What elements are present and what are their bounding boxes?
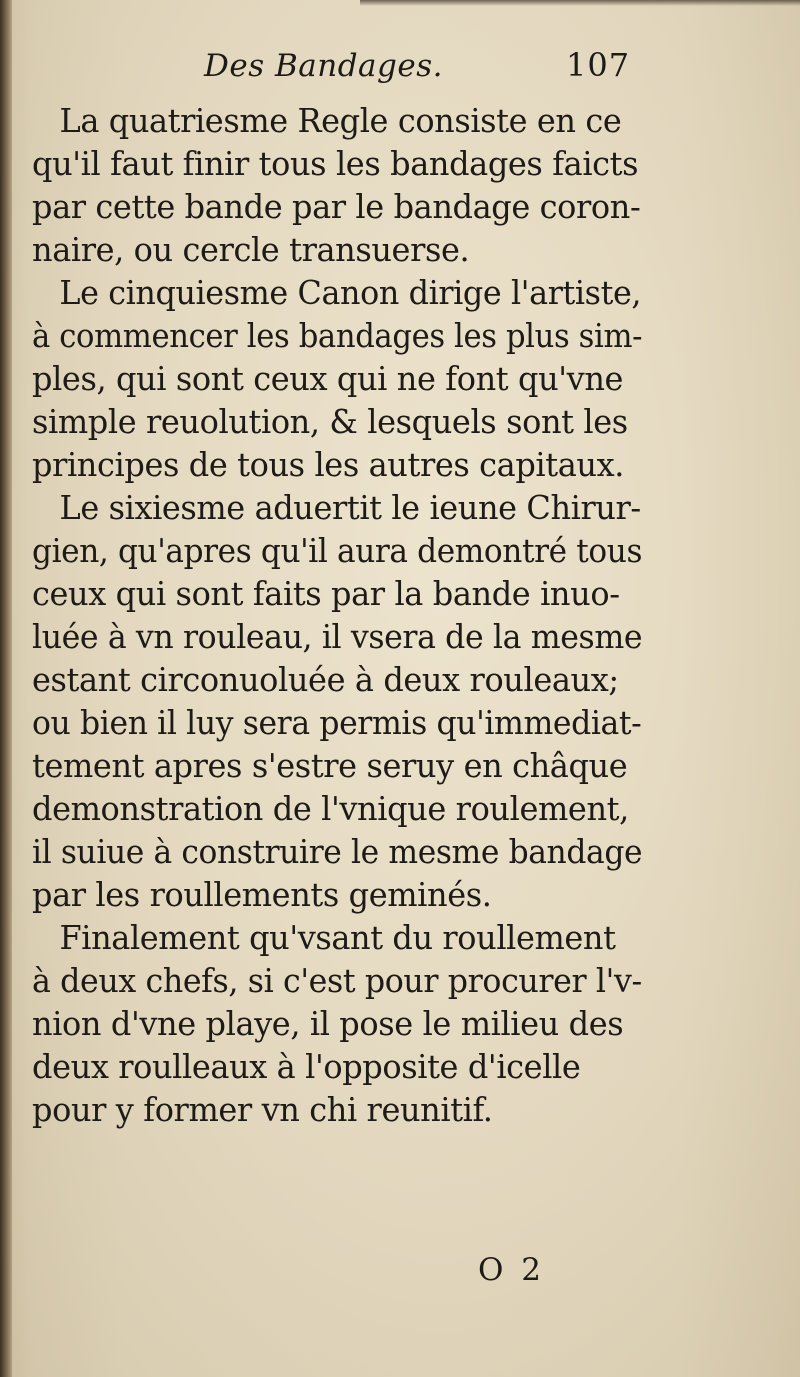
text-line: pour y former vn chi reunitif. [32, 1091, 493, 1129]
text-line: gien, qu'apres qu'il aura demontré tous [32, 532, 643, 570]
text-line: nion d'vne playe, il pose le milieu des [32, 1005, 624, 1043]
text-line: qu'il faut finir tous les bandages faicts [32, 145, 639, 183]
text-line: Le sixiesme aduertit le ieune Chirur- [59, 489, 641, 527]
text-line: estant circonuoluée à deux rouleaux; [32, 661, 619, 699]
running-head: Des Bandages. [204, 48, 443, 84]
text-line: Le cinquiesme Canon dirige l'artiste, [59, 274, 642, 312]
text-line: ceux qui sont faits par la bande inuo- [32, 575, 620, 613]
text-line: deux roulleaux à l'opposite d'icelle [32, 1048, 581, 1086]
text-line: il suiue à construire le mesme bandage [32, 833, 643, 871]
text-line: naire, ou cercle transuerse. [32, 231, 470, 269]
signature-mark: O 2 [478, 1252, 545, 1288]
text-line: par les roullements geminés. [32, 876, 492, 914]
text-line: à deux chefs, si c'est pour procurer l'v- [32, 962, 642, 1000]
text-line: ples, qui sont ceux qui ne font qu'vne [32, 360, 624, 398]
text-line: simple reuolution, & lesquels sont les [32, 403, 628, 441]
text-line: ou bien il luy sera permis qu'immediat- [32, 704, 642, 742]
text-line: par cette bande par le bandage coron- [32, 188, 641, 226]
page-top-edge [360, 0, 800, 6]
binding-gutter [0, 0, 12, 1377]
text-line: Finalement qu'vsant du roullement [59, 919, 616, 957]
text-line: tement apres s'estre seruy en châque [32, 747, 628, 785]
text-line: La quatriesme Regle consiste en ce [59, 102, 622, 140]
text-line: principes de tous les autres capitaux. [32, 446, 625, 484]
text-line: à commencer les bandages les plus sim- [32, 317, 643, 355]
text-line: demonstration de l'vnique roulement, [32, 790, 629, 828]
body-text [32, 100, 652, 1132]
page-number: 107 [566, 46, 631, 84]
text-line: luée à vn rouleau, il vsera de la mesme [32, 618, 643, 656]
